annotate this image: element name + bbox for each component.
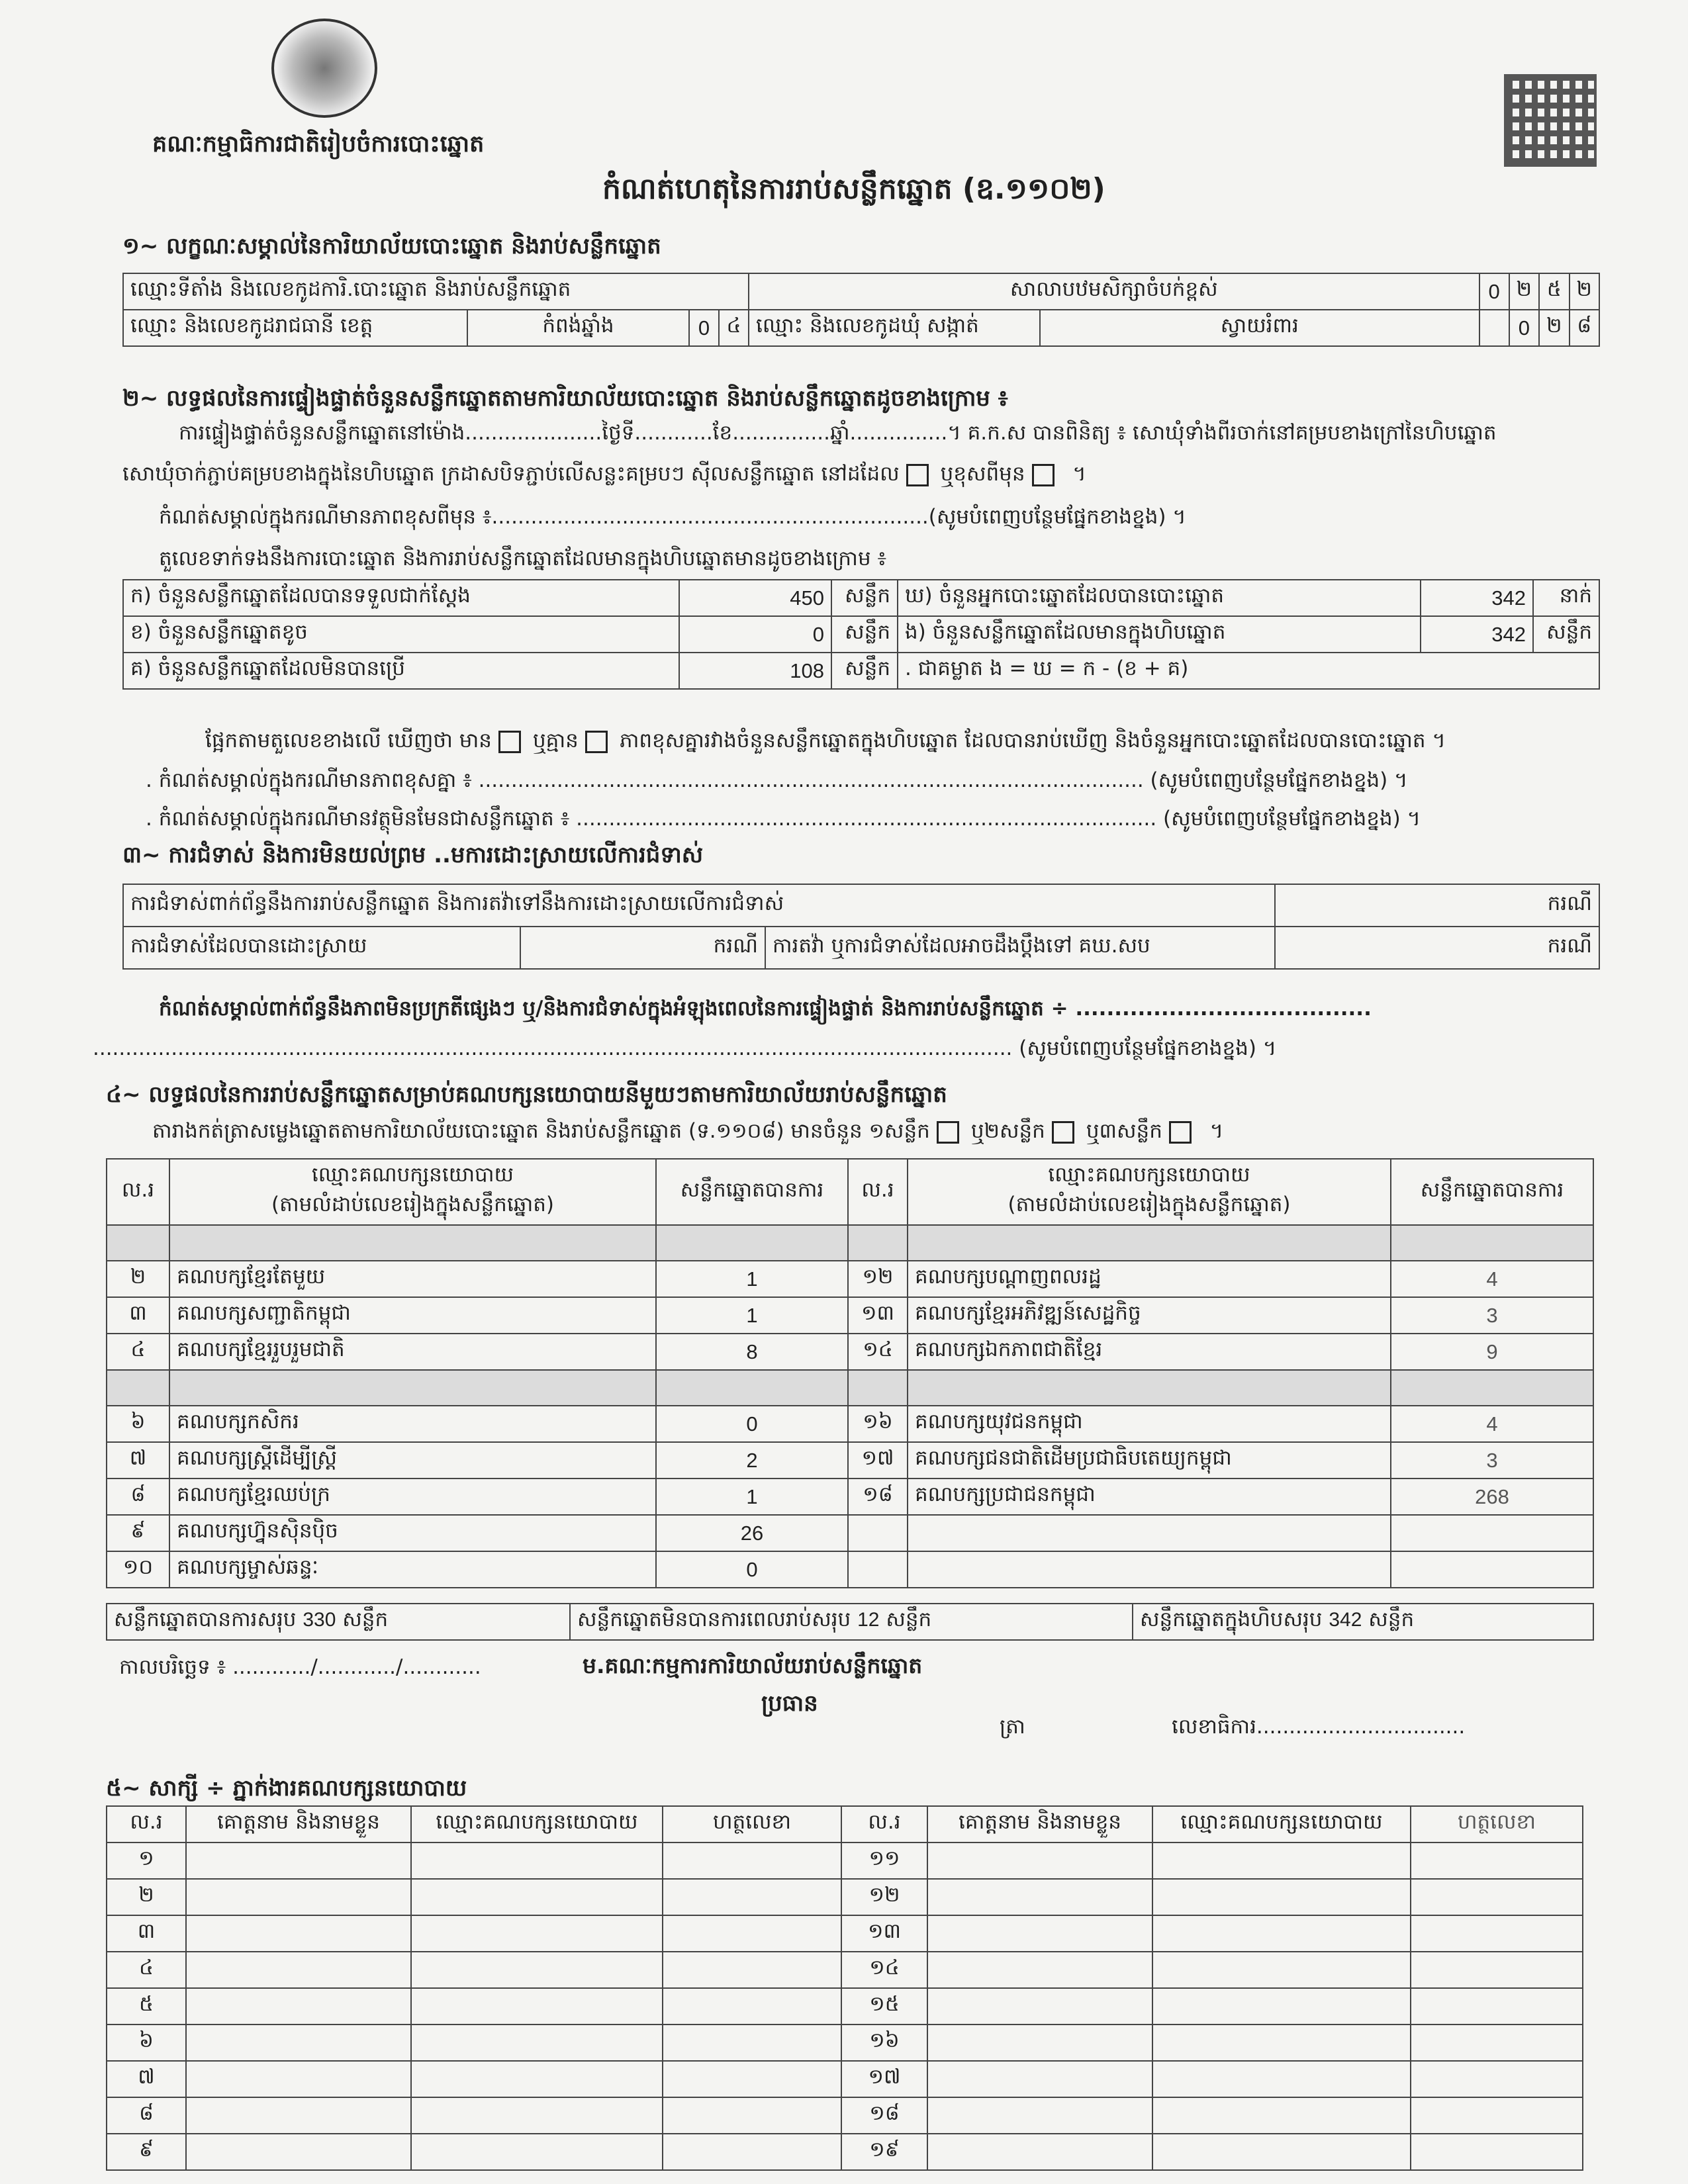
- witness-no: ១៤: [841, 1952, 927, 1988]
- resolved-label: ការជំទាស់ដែលបានដោះស្រាយ: [123, 927, 520, 969]
- witness-signature-cell[interactable]: [663, 2061, 841, 2097]
- party-name: គណបក្សខ្មែរតែមួយ: [169, 1261, 656, 1297]
- province-value: កំពង់ឆ្នាំង: [467, 310, 689, 346]
- table-row: [107, 1988, 1583, 2025]
- figure-value: 0: [679, 616, 831, 653]
- col-no: ល.រ: [107, 1159, 169, 1225]
- party-no: [848, 1515, 908, 1551]
- witness-party-cell[interactable]: [411, 2097, 663, 2134]
- witness-signature-cell[interactable]: [663, 1915, 841, 1952]
- party-no: [107, 1370, 169, 1406]
- party-name: គណបក្សប្រជាជនកម្ពុជា: [908, 1479, 1391, 1515]
- table-row: [107, 1515, 1593, 1551]
- two-sheet-checkbox[interactable]: [1052, 1121, 1074, 1144]
- unchanged-checkbox[interactable]: [906, 464, 929, 486]
- witness-signature-cell[interactable]: [663, 2134, 841, 2170]
- figure-label: ខ) ចំនួនសន្លឹកឆ្នោតខូច: [123, 616, 679, 653]
- party-votes: 1: [656, 1297, 848, 1334]
- witness-no: ១៨: [841, 2097, 927, 2134]
- col-signature: ហត្ថលេខា: [1411, 1806, 1583, 1843]
- witness-name-cell[interactable]: [186, 1915, 411, 1952]
- party-name: គណបក្សសញ្ជាតិកម្ពុជា: [169, 1297, 656, 1334]
- witness-signature-cell[interactable]: [663, 2025, 841, 2061]
- party-votes: 3: [1391, 1297, 1593, 1334]
- figure-value: 342: [1421, 580, 1533, 616]
- witness-no: ១៥: [841, 1988, 927, 2025]
- appeal-unit: ករណី: [1275, 927, 1599, 969]
- party-name: គណបក្សបណ្តាញពលរដ្ឋ: [908, 1261, 1391, 1297]
- discrepancy-note: . កំណត់សម្គាល់ក្នុងករណីមានភាពខុសគ្នា ៖ ...................................................................................................... (សូមបំពេញបន្ថែមផ្នែកខាងខ្នង) ។: [146, 768, 1408, 792]
- party-votes: 4: [1391, 1406, 1593, 1442]
- witness-name-cell[interactable]: [927, 1879, 1152, 1915]
- figures-intro: តួលេខទាក់ទងនឹងការបោះឆ្នោត និងការរាប់សន្លឹកឆ្នោតដែលមានក្នុងហិបឆ្នោតមានដូចខាងក្រោម ៖: [159, 547, 887, 570]
- witness-signature-cell[interactable]: [663, 1952, 841, 1988]
- witness-party-cell[interactable]: [411, 1952, 663, 1988]
- party-no: ៧: [107, 1442, 169, 1479]
- witness-party-cell[interactable]: [1152, 1879, 1411, 1915]
- witness-party-cell[interactable]: [411, 2061, 663, 2097]
- table-row: [107, 2025, 1583, 2061]
- party-votes: 0: [656, 1406, 848, 1442]
- witness-table: [106, 1805, 1583, 2171]
- witness-party-cell[interactable]: [1152, 1843, 1411, 1879]
- station-label: ឈ្មោះទីតាំង និងលេខកូដការិ.បោះឆ្នោត និងរាប់សន្លឹកឆ្នោត: [123, 273, 749, 310]
- party-votes: 2: [656, 1442, 848, 1479]
- witness-name-cell[interactable]: [186, 2134, 411, 2170]
- witness-party-cell[interactable]: [411, 1915, 663, 1952]
- form-title: កំណត់ហេតុនៃការរាប់សន្លឹកឆ្នោត (ឧ.១១០២): [602, 172, 1105, 206]
- party-name: គណបក្សម្ចាស់ឆន្ទៈ: [169, 1551, 656, 1588]
- party-no: ១៦: [848, 1406, 908, 1442]
- qr-code: [1504, 74, 1597, 167]
- complaints-label: ការជំទាស់ពាក់ព័ន្ធនឹងការរាប់សន្លឹកឆ្នោត និងការតវ៉ាទៅនឹងការដោះស្រាយលើការជំទាស់: [123, 884, 1275, 927]
- party-no: ១៧: [848, 1442, 908, 1479]
- party-votes: [1391, 1370, 1593, 1406]
- party-no: ១០: [107, 1551, 169, 1588]
- party-votes: 4: [1391, 1261, 1593, 1297]
- table-row: [107, 2061, 1583, 2097]
- witness-name-cell[interactable]: [927, 1843, 1152, 1879]
- witness-no: ១៧: [841, 2061, 927, 2097]
- party-votes: [1391, 1225, 1593, 1261]
- witness-party-cell[interactable]: [411, 1843, 663, 1879]
- one-sheet-checkbox[interactable]: [937, 1121, 959, 1144]
- witness-name-cell[interactable]: [927, 1915, 1152, 1952]
- figure-label: ង) ចំនួនសន្លឹកឆ្នោតដែលមានក្នុងហិបឆ្នោត: [898, 616, 1421, 653]
- witness-party-cell[interactable]: [411, 1988, 663, 2025]
- party-no: ១២: [848, 1261, 908, 1297]
- party-name: [908, 1225, 1391, 1261]
- station-code-digit: ៥: [1539, 273, 1569, 310]
- verification-line: ការផ្ទៀងផ្ទាត់ចំនួនសន្លឹកឆ្នោតនៅម៉ោង.....................ថ្ងៃទី............ខែ...............ឆ្នាំ...............។ គ.ក.ស បានពិនិត្យ ៖ សោឃុំទាំងពីរចាក់នៅគម្របខាងក្រៅនៃហិបឆ្នោត: [179, 421, 1497, 445]
- irregularities-note: កំណត់សម្គាល់ពាក់ព័ន្ធនឹងភាពមិនប្រក្រតីផ្សេងៗ ឬ/និងការជំទាស់ក្នុងអំឡុងពេលនៃការផ្ទៀងផ្ទាត់ និងការរាប់សន្លឹកឆ្នោត ÷ ......................................: [159, 997, 1372, 1021]
- col-party: ឈ្មោះគណបក្សនយោបាយ: [411, 1806, 663, 1843]
- ballot-figures-table: [122, 579, 1600, 690]
- commune-code-digit: 0: [1509, 310, 1539, 346]
- three-sheet-checkbox[interactable]: [1169, 1121, 1192, 1144]
- party-name: គណបក្សកសិករ: [169, 1406, 656, 1442]
- witness-party-cell[interactable]: [411, 2134, 663, 2170]
- table-row: [107, 1843, 1583, 1879]
- witness-name-cell[interactable]: [927, 2025, 1152, 2061]
- party-votes: 9: [1391, 1334, 1593, 1370]
- section3-title: ៣~ ការជំទាស់ និងការមិនយល់ព្រម ..មការដោះស្រាយលើការជំទាស់: [122, 842, 704, 868]
- witness-signature-cell[interactable]: [1411, 1988, 1583, 2025]
- witness-signature-cell[interactable]: [1411, 2061, 1583, 2097]
- figure-value: 450: [679, 580, 831, 616]
- col-no: ល.រ: [107, 1806, 186, 1843]
- witness-signature-cell[interactable]: [1411, 1879, 1583, 1915]
- appeal-label: ការតវ៉ា ឬការជំទាស់ដែលអាចដឹងប្តឹងទៅ គឃ.សប: [765, 927, 1275, 969]
- president-label: ប្រធាន: [761, 1690, 818, 1717]
- witness-name-cell[interactable]: [927, 1988, 1152, 2025]
- witness-party-cell[interactable]: [1152, 1952, 1411, 1988]
- party-name: គណបក្សស្ត្រីដើម្បីស្ត្រី: [169, 1442, 656, 1479]
- changed-checkbox[interactable]: [1032, 464, 1055, 486]
- witness-party-cell[interactable]: [411, 1879, 663, 1915]
- party-no: ១៤: [848, 1334, 908, 1370]
- figure-unit: សន្លឹក: [1533, 616, 1599, 653]
- witness-name-cell[interactable]: [186, 1988, 411, 2025]
- irregularities-note-end: ............................................................................................................................................. (សូមបំពេញបន្ថែមផ្នែកខាងខ្នង) ។: [93, 1036, 1277, 1060]
- formula-label: . ជាគម្លាត ង = ឃ = ក - (ខ + គ): [898, 653, 1599, 689]
- witness-no: ៤: [107, 1952, 186, 1988]
- section1-table: [122, 273, 1600, 347]
- party-name: [908, 1515, 1391, 1551]
- party-votes: 0: [656, 1551, 848, 1588]
- station-value: សាលាបឋមសិក្សាចំបក់ខ្ពស់: [749, 273, 1479, 310]
- party-no: [107, 1225, 169, 1261]
- witness-no: ៥: [107, 1988, 186, 2025]
- party-votes: 1: [656, 1261, 848, 1297]
- figure-unit: សន្លឹក: [831, 616, 898, 653]
- party-no: [848, 1370, 908, 1406]
- col-name: គោត្តនាម និងនាមខ្លួន: [927, 1806, 1152, 1843]
- witness-signature-cell[interactable]: [1411, 2134, 1583, 2170]
- table-row: [107, 1442, 1593, 1479]
- witness-no: ២: [107, 1879, 186, 1915]
- complaints-table: [122, 884, 1600, 970]
- witness-no: ១៦: [841, 2025, 927, 2061]
- col-name: គោត្តនាម និងនាមខ្លួន: [186, 1806, 411, 1843]
- committee-label: ម.គណៈកម្មការការិយាល័យរាប់សន្លឹកឆ្នោត: [583, 1653, 923, 1678]
- party-rows: [107, 1225, 1593, 1588]
- station-code-digit: 0: [1479, 273, 1509, 310]
- total-valid: សន្លឹកឆ្នោតបានការសរុប 330 សន្លឹក: [107, 1604, 570, 1640]
- province-label: ឈ្មោះ និងលេខកូដរាជធានី ខេត្ត: [123, 310, 467, 346]
- col-party: ឈ្មោះគណបក្សនយោបាយ (តាមលំដាប់លេខរៀងក្នុងសន្លឹកឆ្នោត): [169, 1159, 656, 1225]
- witness-name-cell[interactable]: [927, 2061, 1152, 2097]
- figure-value: 108: [679, 653, 831, 689]
- table-row: [107, 1879, 1583, 1915]
- figure-label: ឃ) ចំនួនអ្នកបោះឆ្នោតដែលបានបោះឆ្នោត: [898, 580, 1421, 616]
- seal-check-line: សោឃុំចាក់ភ្ជាប់គម្របខាងក្នុងនៃហិបឆ្នោត ក្រដាសបិទភ្ជាប់លើសន្លះគម្របៗ ស៊ីលសន្លឹកឆ្នោត នៅដដែល ឬខុសពីមុន ។: [122, 462, 1086, 486]
- party-votes: 268: [1391, 1479, 1593, 1515]
- witness-no: ១៣: [841, 1915, 927, 1952]
- party-votes: [656, 1225, 848, 1261]
- witness-name-cell[interactable]: [186, 1879, 411, 1915]
- commune-code-digit: ២: [1539, 310, 1569, 346]
- figure-label: គ) ចំនួនសន្លឹកឆ្នោតដែលមិនបានប្រើ: [123, 653, 679, 689]
- witness-party-cell[interactable]: [1152, 1988, 1411, 2025]
- witness-no: ១១: [841, 1843, 927, 1879]
- witness-party-cell[interactable]: [1152, 2134, 1411, 2170]
- party-votes: 26: [656, 1515, 848, 1551]
- party-name: គណបក្សខ្មែរឈប់ក្រ: [169, 1479, 656, 1515]
- foreign-object-note: . កំណត់សម្គាល់ក្នុងករណីមានវត្ថុមិនមែនជាសន្លឹកឆ្នោត ៖ ......................................................................................... (សូមបំពេញបន្ថែមផ្នែកខាងខ្នង) ។: [146, 807, 1421, 831]
- party-no: ៤: [107, 1334, 169, 1370]
- section4-title: ៤~ លទ្ធផលនៃការរាប់សន្លឹកឆ្នោតសម្រាប់គណបក្សនយោបាយនីមួយៗតាមការិយាល័យរាប់សន្លឹកឆ្នោត: [106, 1081, 947, 1108]
- complaints-unit: ករណី: [1275, 884, 1599, 927]
- party-votes: 3: [1391, 1442, 1593, 1479]
- witness-no: ១២: [841, 1879, 927, 1915]
- attachment-line: តារាងកត់ត្រាសម្លេងឆ្នោតតាមការិយាល័យបោះឆ្នោត និងរាប់សន្លឹកឆ្នោត (ទ.១១០៨) មានចំនួន ១សន្លឹក ឬ២សន្លឹក ឬ៣សន្លឹក ។: [152, 1119, 1224, 1143]
- witness-signature-cell[interactable]: [1411, 2097, 1583, 2134]
- province-code-digit: ៤: [719, 310, 749, 346]
- col-signature: ហត្ថលេខា: [663, 1806, 841, 1843]
- witness-name-cell[interactable]: [927, 2134, 1152, 2170]
- party-name: គណបក្សខ្មែររួបរួមជាតិ: [169, 1334, 656, 1370]
- witness-signature-cell[interactable]: [663, 2097, 841, 2134]
- party-name: គណបក្សយុវជនកម្ពុជា: [908, 1406, 1391, 1442]
- witness-party-cell[interactable]: [1152, 1915, 1411, 1952]
- party-no: ២: [107, 1261, 169, 1297]
- party-name: [169, 1225, 656, 1261]
- witness-party-cell[interactable]: [1152, 2097, 1411, 2134]
- table-row: [107, 1334, 1593, 1370]
- table-row: [107, 1225, 1593, 1261]
- witness-no: ៩: [107, 2134, 186, 2170]
- party-name: គណបក្សជនជាតិដើមប្រជាធិបតេយ្យកម្ពុជា: [908, 1442, 1391, 1479]
- party-votes: 1: [656, 1479, 848, 1515]
- witness-name-cell[interactable]: [927, 1952, 1152, 1988]
- figure-unit: សន្លឹក: [831, 653, 898, 689]
- col-no: ល.រ: [848, 1159, 908, 1225]
- witness-no: ៨: [107, 2097, 186, 2134]
- resolved-unit: ករណី: [520, 927, 765, 969]
- witness-name-cell[interactable]: [186, 1952, 411, 1988]
- table-row: [107, 1261, 1593, 1297]
- party-votes: [656, 1370, 848, 1406]
- commune-code-digit: ៨: [1570, 310, 1599, 346]
- party-no: [848, 1225, 908, 1261]
- figure-unit: សន្លឹក: [831, 580, 898, 616]
- totals-table: [106, 1603, 1594, 1641]
- witness-no: ១: [107, 1843, 186, 1879]
- table-row: [107, 2097, 1583, 2134]
- party-name: [908, 1370, 1391, 1406]
- witness-signature-cell[interactable]: [1411, 1915, 1583, 1952]
- table-row: [107, 1915, 1583, 1952]
- date-line: កាលបរិច្ឆេទ ៖ ............/............/............: [119, 1655, 481, 1679]
- party-no: ១៨: [848, 1479, 908, 1515]
- witness-rows: [107, 1843, 1583, 2170]
- witness-party-cell[interactable]: [1152, 2025, 1411, 2061]
- col-no: ល.រ: [841, 1806, 927, 1843]
- witness-party-cell[interactable]: [1152, 2061, 1411, 2097]
- witness-name-cell[interactable]: [186, 1843, 411, 1879]
- station-code-digit: ២: [1509, 273, 1539, 310]
- org-name: គណៈកម្មាធិការជាតិរៀបចំការបោះឆ្នោត: [152, 131, 485, 158]
- party-no: ៨: [107, 1479, 169, 1515]
- discrepancy-line: ផ្អែកតាមតួលេខខាងលើ ឃើញថា មាន ឬគ្មាន ភាពខុសគ្នារវាងចំនួនសន្លឹកឆ្នោតក្នុងហិបឆ្នោត ដែលបានរាប់ឃើញ និងចំនួនអ្នកបោះឆ្នោតដែលបានបោះឆ្នោត ។: [205, 729, 1446, 752]
- witness-signature-cell[interactable]: [663, 1879, 841, 1915]
- party-votes: 8: [656, 1334, 848, 1370]
- col-votes: សន្លឹកឆ្នោតបានការ: [1391, 1159, 1593, 1225]
- witness-signature-cell[interactable]: [663, 1843, 841, 1879]
- province-code-digit: 0: [689, 310, 719, 346]
- col-votes: សន្លឹកឆ្នោតបានការ: [656, 1159, 848, 1225]
- witness-no: ៧: [107, 2061, 186, 2097]
- party-no: [848, 1551, 908, 1588]
- station-code-digit: ២: [1570, 273, 1599, 310]
- total-box: សន្លឹកឆ្នោតក្នុងហិបសរុប 342 សន្លឹក: [1133, 1604, 1593, 1640]
- stamp-label: ត្រា: [1000, 1715, 1025, 1739]
- secretary-label: លេខាធិការ................................: [1172, 1715, 1466, 1739]
- no-discrepancy-checkbox[interactable]: [585, 731, 608, 753]
- witness-party-cell[interactable]: [411, 2025, 663, 2061]
- party-votes: [1391, 1515, 1593, 1551]
- party-name: គណបក្សឯកភាពជាតិខ្មែរ: [908, 1334, 1391, 1370]
- party-name: [169, 1370, 656, 1406]
- table-row: [107, 1406, 1593, 1442]
- col-party: ឈ្មោះគណបក្សនយោបាយ: [1152, 1806, 1411, 1843]
- party-votes: [1391, 1551, 1593, 1588]
- witness-signature-cell[interactable]: [1411, 1843, 1583, 1879]
- witness-signature-cell[interactable]: [663, 1988, 841, 2025]
- witness-no: ៣: [107, 1915, 186, 1952]
- section5-title: ៥~ សាក្សី ÷ ភ្នាក់ងារគណបក្សនយោបាយ: [106, 1775, 467, 1801]
- figure-value: 342: [1421, 616, 1533, 653]
- witness-name-cell[interactable]: [186, 2061, 411, 2097]
- witness-name-cell[interactable]: [186, 2097, 411, 2134]
- has-discrepancy-checkbox[interactable]: [498, 731, 521, 753]
- figure-label: ក) ចំនួនសន្លឹកឆ្នោតដែលបានទទួលជាក់ស្តែង: [123, 580, 679, 616]
- commune-label: ឈ្មោះ និងលេខកូដឃុំ សង្កាត់: [749, 310, 1040, 346]
- figure-unit: នាក់: [1533, 580, 1599, 616]
- witness-signature-cell[interactable]: [1411, 2025, 1583, 2061]
- table-row: [107, 1297, 1593, 1334]
- party-no: ៦: [107, 1406, 169, 1442]
- witness-name-cell[interactable]: [927, 2097, 1152, 2134]
- table-row: [107, 1952, 1583, 1988]
- party-no: ៣: [107, 1297, 169, 1334]
- party-no: ១៣: [848, 1297, 908, 1334]
- party-name: [908, 1551, 1391, 1588]
- section1-title: ១~ លក្ខណៈសម្គាល់នៃការិយាល័យបោះឆ្នោត និងរាប់សន្លឹកឆ្នោត: [122, 233, 661, 259]
- party-results-table: [106, 1158, 1594, 1588]
- witness-no: ៦: [107, 2025, 186, 2061]
- witness-signature-cell[interactable]: [1411, 1952, 1583, 1988]
- commune-value: ស្វាយរំពារ: [1040, 310, 1479, 346]
- nec-logo: [271, 19, 377, 118]
- table-row: [107, 1551, 1593, 1588]
- table-row: [107, 2134, 1583, 2170]
- party-no: ៩: [107, 1515, 169, 1551]
- table-row: [107, 1370, 1593, 1406]
- witness-no: ១៩: [841, 2134, 927, 2170]
- section2-title: ២~ លទ្ធផលនៃការផ្ទៀងផ្ទាត់ចំនួនសន្លឹកឆ្នោតតាមការិយាល័យបោះឆ្នោត និងរាប់សន្លឹកឆ្នោតដូចខាងក្រោម ៖: [122, 385, 1008, 412]
- difference-note-line: កំណត់សម្គាល់ក្នុងករណីមានភាពខុសពីមុន ៖...................................................................(សូមបំពេញបន្ថែមផ្នែកខាងខ្នង) ។: [159, 505, 1186, 529]
- table-row: [107, 1479, 1593, 1515]
- total-invalid: សន្លឹកឆ្នោតមិនបានការពេលរាប់សរុប 12 សន្លឹក: [570, 1604, 1133, 1640]
- party-name: គណបក្សហ្វ៊ុនស៊ិនប៉ិច: [169, 1515, 656, 1551]
- col-party: ឈ្មោះគណបក្សនយោបាយ (តាមលំដាប់លេខរៀងក្នុងសន្លឹកឆ្នោត): [908, 1159, 1391, 1225]
- party-name: គណបក្សខ្មែរអភិវឌ្ឍន៍សេដ្ឋកិច្ច: [908, 1297, 1391, 1334]
- witness-name-cell[interactable]: [186, 2025, 411, 2061]
